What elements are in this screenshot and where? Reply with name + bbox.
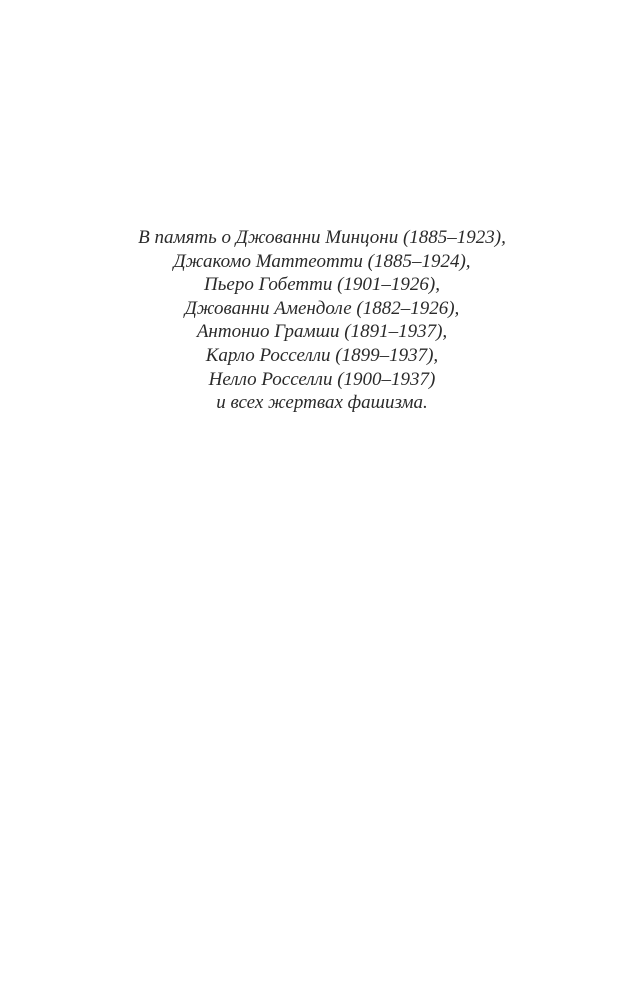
dedication-line: В память о Джованни Минцони (1885–1923), xyxy=(138,227,506,248)
dedication-line: Антонио Грамши (1891–1937), xyxy=(196,321,448,343)
dedication-line: Пьеро Гобетти (1901–1926), xyxy=(204,274,440,296)
dedication-line: Нелло Росселли (1900–1937) xyxy=(208,368,436,390)
dedication-line: и всех жертвах фашизма. xyxy=(216,392,428,414)
dedication-line: Карло Росселли (1899–1937), xyxy=(205,344,439,366)
dedication-line: Джакомо Маттеотти (1885–1924), xyxy=(173,250,471,272)
dedication xyxy=(0,226,644,415)
dedication-line: Джованни Амендоле (1882–1926), xyxy=(184,297,460,319)
